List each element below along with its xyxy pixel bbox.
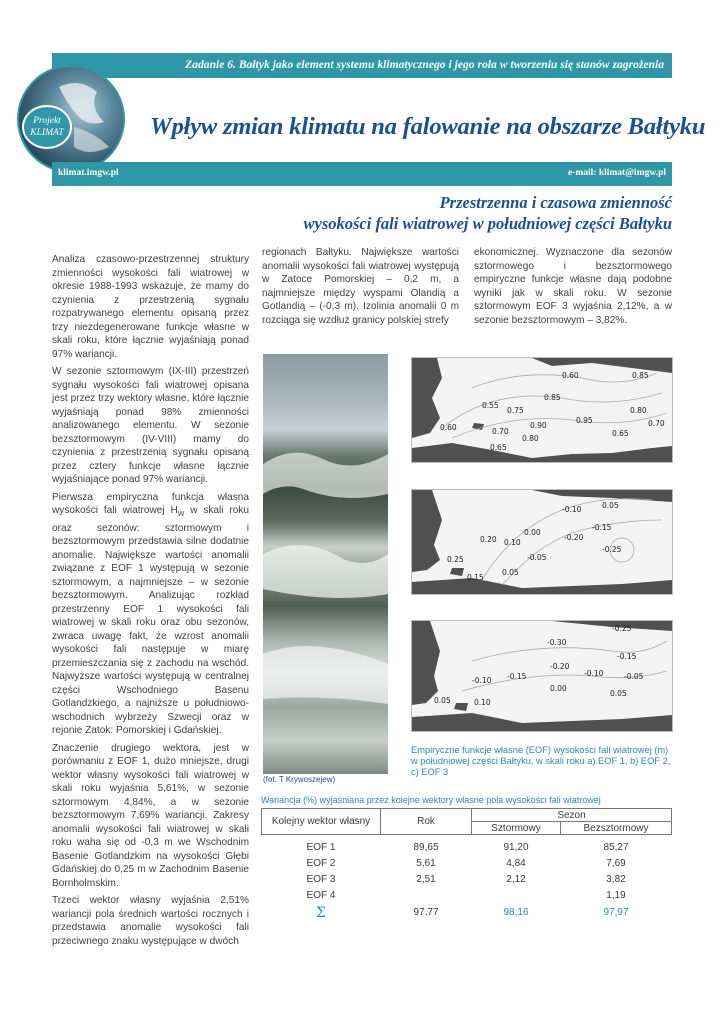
paragraph: W sezonie sztormowym (IX-III) przestrzeń sygnału wysokości fali wiatrowej opisana jest przez trzy wektory własne, które łącznie wyjaśniają ponad 98% zmienności analizowanego elementu. W sezonie bezsztormowym (IV-VIII) mamy do czynienia z przestrzenią sygnału opisaną przez cztery funkcje własne łącznie wyjaśniające ponad 97% wariancji. xyxy=(52,366,249,485)
header-season: Sezon xyxy=(472,809,672,822)
map-label: 0.80 xyxy=(522,434,539,443)
map-label: -0.05 xyxy=(527,553,547,562)
logo-line-1: Projekt xyxy=(33,116,61,126)
map-label: 0.00 xyxy=(524,528,541,537)
map-label: 0.05 xyxy=(610,689,627,698)
map-label: 0.05 xyxy=(502,568,519,577)
map-label: 0.85 xyxy=(632,371,649,380)
map-label: 0.60 xyxy=(562,371,579,380)
map-label: 0.80 xyxy=(630,406,647,415)
map-label: 0.85 xyxy=(544,393,561,402)
text-column-2 xyxy=(262,246,459,331)
cell-storm xyxy=(472,888,561,904)
row-label: EOF 4 xyxy=(306,890,336,901)
eof1-map xyxy=(411,357,673,463)
map-label: 0.95 xyxy=(576,416,593,425)
map-label: -0.05 xyxy=(624,672,644,681)
map-label: -0.10 xyxy=(584,669,604,678)
map-label: 0.10 xyxy=(504,538,521,547)
map-label: 0.05 xyxy=(434,696,451,705)
variance-table xyxy=(261,808,672,922)
map-label: 0.65 xyxy=(490,443,507,452)
row-label: EOF 1 xyxy=(306,842,336,853)
map-label: 0.15 xyxy=(467,573,484,582)
eof3-map xyxy=(411,620,673,732)
header-storm: Sztormowy xyxy=(472,822,561,835)
cell-storm: 98,16 xyxy=(503,907,529,918)
map-label: 0.65 xyxy=(612,429,629,438)
logo-line-2: KLIMAT xyxy=(30,128,64,138)
map-label: -0.15 xyxy=(592,523,612,532)
cell-storm: 2,12 xyxy=(506,874,526,885)
section-subtitle xyxy=(303,192,672,234)
eof2-map xyxy=(411,489,673,595)
cell-year: 5,61 xyxy=(416,858,436,869)
paragraph: ekonomicznej. Wyznaczone dla sezonów sztormowego i bezsztormowego empiryczne funkcje własne dają podobne wyniki jak w skali roku. W sezonie sztormowym EOF 3 wyjaśnia 2,12%, a w sezonie bezsztormowym – 3,82%. xyxy=(474,247,672,326)
cell-storm: 91,20 xyxy=(503,842,529,853)
map-label: -0.20 xyxy=(564,533,584,542)
map-label: -0.10 xyxy=(472,676,492,685)
cell-year xyxy=(381,888,472,904)
paragraph: regionach Bałtyku. Największe wartości anomalii wysokości fali wiatrowej występują w Zatoce Pomorskiej – 0,2 m, a najmniejsze między wyspami Olandią a Gotlandią – (-0,3 m). Izolinia anomalii 0 m rozciąga się wzdłuż granicy polskiej strefy xyxy=(262,247,459,326)
eof-maps-caption: Empiryczne funkcje własne (EOF) wysokości fali wiatrowej (m) w południowej części Bałtyku, w skali roku a) EOF 1, b) EOF 2, c) EOF 3 xyxy=(411,745,671,777)
cell-storm: 4,84 xyxy=(506,858,526,869)
header-year: Rok xyxy=(381,809,472,835)
paragraph: Znaczenie drugiego wektora, jest w porównaniu z EOF 1, dużo mniejsze, drugi wektor własny wysokości fali wiatrowej w skali roku wyjaśnia 5,61%, w sezonie sztormowym 4,84%, a w sezonie bezsztormowym 7,69% wariancji. Zakresy anomalii wysokości fali wiatrowej w skali roku waha się od -0,3 m we Wschodnim Basenie Gotlandzkim na wysokości Głębi Gdańskiej do 0,25 m w Zachodnim Basenie Bornholmskim. xyxy=(52,742,249,889)
cell-nostorm: 97,97 xyxy=(603,907,629,918)
row-label: EOF 3 xyxy=(306,874,336,885)
map-label: 0.90 xyxy=(530,421,547,430)
table-caption: Wariancja (%) wyjaśniana przez kolejne wektory własne pola wysokości fali wiatrowej xyxy=(261,795,601,805)
map-label: 0.70 xyxy=(648,419,665,428)
text-column-3 xyxy=(474,246,672,331)
table-row-sum xyxy=(262,904,672,922)
subtitle-line-2: wysokości fali wiatrowej w południowej części Bałtyku xyxy=(303,214,672,233)
map-label: -0.30 xyxy=(547,638,567,647)
subtitle-line-1: Przestrzenna i czasowa zmienność xyxy=(439,193,672,212)
table-row xyxy=(262,888,672,904)
map-label: -0.20 xyxy=(550,662,570,671)
map-label: 0.25 xyxy=(447,555,464,564)
header-vector: Kolejny wektor własny xyxy=(262,809,381,835)
sum-symbol: Σ xyxy=(316,904,326,921)
website-link[interactable]: klimat.imgw.pl xyxy=(58,168,119,178)
map-label: -0.10 xyxy=(562,505,582,514)
map-label: 0.60 xyxy=(440,423,457,432)
row-label: EOF 2 xyxy=(306,858,336,869)
cell-year: 97,77 xyxy=(413,907,439,918)
table-row xyxy=(262,840,672,856)
map-label: 0.70 xyxy=(492,427,509,436)
paragraph: Pierwsza empiryczna funkcja własna wysokości fali wiatrowej $H_W$ w skali roku oraz sezonów: sztormowym i bezsztormowym przedstawia silne dodatnie anomalie. Największe wartości anomalii związane z EOF 1 występują w sezonie sztormowym, a najmniejsze – w sezonie bezsztormowym. Analizując rozkład przestrzenny EOF 1 wysokości fali wiatrowej w skali roku oraz obu sezonów, zwraca uwagę fakt, że wzrost anomalii wysokości fali następuje w miarę przemieszczania się z zachodu na wschód. Najwyższe wartości występują w centralnej części Wschodniego Basenu Gotlandzkiego, a najniższe u południowo-wschodnich wybrzeży Szwecji oraz w rejonie Zatok: Pomorskiej i Gdańskiej. xyxy=(52,491,249,737)
map-label: 0.20 xyxy=(480,535,497,544)
contact-banner xyxy=(52,162,672,186)
table-row xyxy=(262,856,672,872)
map-label: -0.15 xyxy=(507,672,527,681)
page-title: Wpływ zmian klimatu na falowanie na obszarze Bałtyku xyxy=(150,113,706,140)
cell-nostorm: 7,69 xyxy=(606,858,626,869)
map-label: 0.75 xyxy=(507,406,524,415)
map-label: -0.25 xyxy=(602,545,622,554)
photo-credit: (fot. T Krywoszejew) xyxy=(263,775,336,784)
task-line: Zadanie 6. Bałtyk jako element systemu klimatycznego i jego rola w tworzeniu się stanów zagrożenia xyxy=(185,58,664,71)
cell-nostorm: 3,82 xyxy=(606,874,626,885)
map-label: 0.05 xyxy=(602,501,619,510)
top-banner xyxy=(52,53,672,78)
project-klimat-badge xyxy=(22,105,72,149)
header-nostorm: Bezsztormowy xyxy=(561,822,672,835)
paragraph: Trzeci wektor własny wyjaśnia 2,51% wariancji pola średnich wartości rocznych i przedstawia anomalie wysokości fali przeciwnego znaku występujące w dwóch xyxy=(52,895,249,947)
storm-waves-photo xyxy=(263,354,388,774)
text-column-1 xyxy=(52,253,249,952)
map-label: 0.00 xyxy=(550,684,567,693)
map-label: 0.55 xyxy=(482,401,499,410)
cell-nostorm: 1,19 xyxy=(606,890,626,901)
cell-year: 89,65 xyxy=(413,842,439,853)
email-link[interactable]: e-mail: klimat@imgw.pl xyxy=(567,168,666,178)
cell-year: 2,51 xyxy=(416,874,436,885)
paragraph: Analiza czasowo-przestrzennej struktury zmienności wysokości fali wiatrowej w okresie 1988-1993 wskazuje, że mamy do czynienia z przestrzenią sygnału rozpatrywanego elementu opisaną przez trzy niezdegenerowane funkcje własne w skali roku, które łącznie wyjaśniają ponad 97% wariancji. xyxy=(52,254,249,360)
cell-nostorm: 85,27 xyxy=(603,842,629,853)
map-label: -0.25 xyxy=(612,624,632,633)
map-label: 0.10 xyxy=(474,698,491,707)
table-row xyxy=(262,872,672,888)
map-label: -0.15 xyxy=(617,652,637,661)
